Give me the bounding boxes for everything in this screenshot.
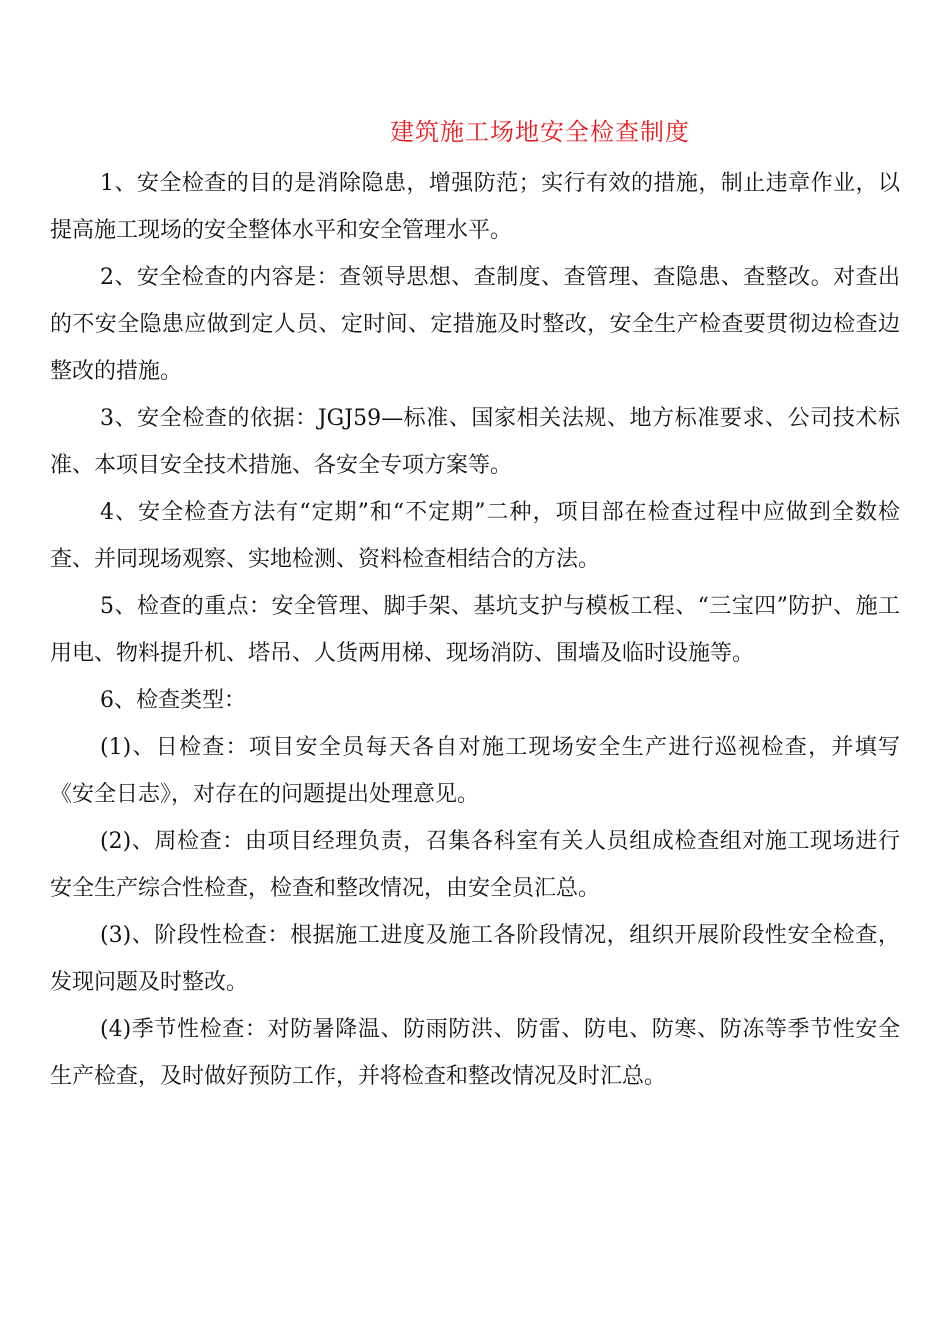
paragraph-2: 2、安全检查的内容是：查领导思想、查制度、查管理、查隐患、查整改。对查出的不安全隐患应做到定人员、定时间、定措施及时整改，安全生产检查要贯彻边检查边整改的措施。: [50, 265, 900, 384]
document-body: [50, 160, 900, 1100]
paragraph-6-4: (4)季节性检查：对防暑降温、防雨防洪、防雷、防电、防寒、防冻等季节性安全生产检查，及时做好预防工作，并将检查和整改情况及时汇总。: [50, 1017, 900, 1089]
paragraph-4: 4、安全检查方法有“定期”和“不定期”二种，项目部在检查过程中应做到全数检查、并同现场观察、实地检测、资料检查相结合的方法。: [50, 500, 900, 572]
paragraph-6-3: (3)、阶段性检查：根据施工进度及施工各阶段情况，组织开展阶段性安全检查，发现问题及时整改。: [50, 923, 900, 995]
paragraph-3: 3、安全检查的依据：JGJ59—标准、国家相关法规、地方标准要求、公司技术标准、本项目安全技术措施、各安全专项方案等。: [50, 406, 900, 478]
paragraph-6-2: (2)、周检查：由项目经理负责，召集各科室有关人员组成检查组对施工现场进行安全生产综合性检查，检查和整改情况，由安全员汇总。: [50, 829, 900, 901]
paragraph-1: 1、安全检查的目的是消除隐患，增强防范；实行有效的措施，制止违章作业，以提高施工现场的安全整体水平和安全管理水平。: [50, 171, 900, 243]
paragraph-6-1: (1)、日检查：项目安全员每天各自对施工现场安全生产进行巡视检查，并填写《安全日志》，对存在的问题提出处理意见。: [50, 735, 900, 807]
paragraph-5: 5、检查的重点：安全管理、脚手架、基坑支护与模板工程、“三宝四”防护、施工用电、物料提升机、塔吊、人货两用梯、现场消防、围墙及临时设施等。: [50, 594, 900, 666]
paragraph-6: 6、检查类型：: [100, 688, 246, 713]
document-title: 建筑施工场地安全检查制度: [390, 118, 690, 146]
